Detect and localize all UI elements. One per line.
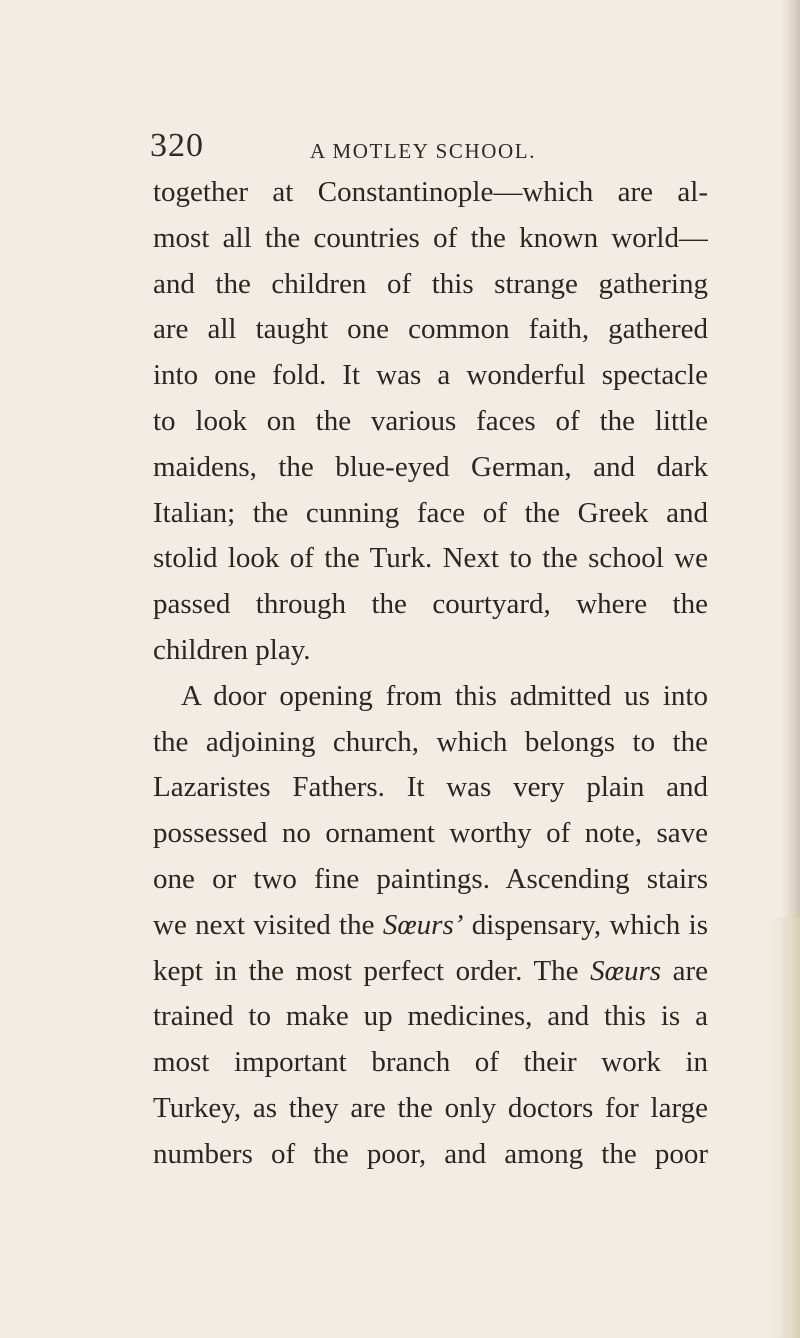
text-segment: dispensary, which is xyxy=(463,908,708,941)
text-line: numbers of the poor, and among the poor xyxy=(153,1137,708,1170)
text-line: the adjoining church, which belongs to the xyxy=(153,725,708,758)
text-line: Lazaristes Fathers. It was very plain and xyxy=(153,771,708,804)
page-number: 320 xyxy=(150,127,204,164)
text-line: Turkey, as they are the only doctors for large xyxy=(153,1091,708,1124)
running-head: A MOTLEY SCHOOL. xyxy=(310,139,537,163)
text-line: possessed no ornament worthy of note, save xyxy=(153,817,708,850)
text-line: to look on the various faces of the little xyxy=(153,404,708,437)
text-line: one or two fine paintings. Ascending stairs xyxy=(153,862,708,895)
body-text xyxy=(153,170,708,1178)
text-line: are all taught one common faith, gathered xyxy=(153,313,708,346)
text-line xyxy=(153,903,708,949)
page-header xyxy=(150,126,710,176)
text-line: Italian; the cunning face of the Greek and xyxy=(153,496,708,529)
italic-term: Sœurs xyxy=(590,954,662,987)
text-line: together at Constantinople—which are al- xyxy=(153,176,708,208)
text-line: and the children of this strange gathering xyxy=(153,267,708,300)
text-line: passed through the courtyard, where the xyxy=(153,588,708,621)
text-line: A door opening from this admitted us into xyxy=(181,679,708,712)
text-line: maidens, the blue-eyed German, and dark xyxy=(153,450,708,483)
text-line: into one fold. It was a wonderful spectacle xyxy=(153,359,708,392)
text-segment: we next visited the xyxy=(153,908,383,941)
text-line: stolid look of the Turk. Next to the school we xyxy=(153,542,708,575)
text-segment: kept in the most perfect order. The xyxy=(153,954,591,987)
text-line xyxy=(153,949,708,995)
page-edge-stain xyxy=(770,918,800,1338)
text-line: most important branch of their work in xyxy=(153,1046,708,1079)
italic-term: Sœurs’ xyxy=(382,908,464,941)
text-line: trained to make up medicines, and this is a xyxy=(153,1000,708,1033)
text-line: most all the countries of the known world— xyxy=(153,221,708,254)
text-line: children play. xyxy=(153,633,311,666)
text-segment: are xyxy=(661,954,708,987)
